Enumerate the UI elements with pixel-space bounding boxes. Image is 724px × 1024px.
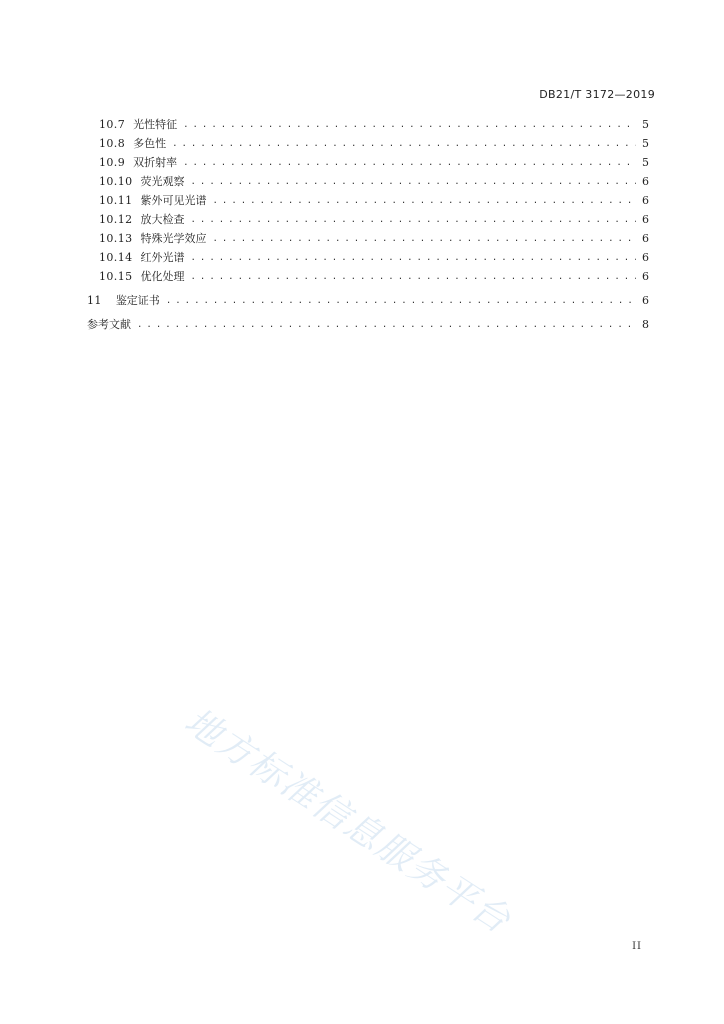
toc-leader-dots — [213, 192, 637, 210]
toc-leader-dots — [183, 116, 636, 134]
toc-entry-10-15[interactable] — [99, 268, 649, 286]
toc-entry-page: 6 — [642, 175, 649, 188]
toc-entry-page: 5 — [642, 156, 649, 169]
toc-entry-number: 11 — [87, 294, 102, 307]
toc-entry-page: 5 — [642, 137, 649, 150]
toc-leader-dots — [137, 316, 636, 334]
toc-entry-10-11[interactable] — [99, 192, 649, 210]
toc-entry-title: 优化处理 — [140, 270, 185, 283]
toc-entry-number: 10.14 — [99, 251, 133, 264]
toc-entry-number: 10.10 — [99, 175, 133, 188]
toc-entry-page: 6 — [642, 232, 649, 245]
toc-leader-dots — [172, 135, 636, 153]
toc-leader-dots — [166, 292, 636, 310]
toc-leader-dots — [191, 249, 637, 267]
toc-leader-dots — [191, 268, 637, 286]
toc-entry-title: 参考文献 — [87, 318, 131, 331]
toc-entry-number: 10.13 — [99, 232, 133, 245]
toc-leader-dots — [183, 154, 636, 172]
toc-entry-number: 10.11 — [99, 194, 133, 207]
toc-entry-references[interactable] — [87, 316, 649, 334]
toc-entry-number: 10.7 — [99, 118, 126, 131]
toc-leader-dots — [213, 230, 637, 248]
toc-entry-page: 6 — [642, 251, 649, 264]
toc-entry-page: 8 — [642, 318, 649, 331]
toc-leader-dots — [191, 211, 637, 229]
toc-entry-10-7[interactable] — [99, 116, 649, 134]
toc-entry-title: 紫外可见光谱 — [140, 194, 207, 207]
toc-entry-11[interactable] — [87, 292, 649, 310]
toc-entry-10-12[interactable] — [99, 211, 649, 229]
toc-entry-page: 5 — [642, 118, 649, 131]
page-number: II — [632, 941, 642, 952]
toc-leader-dots — [191, 173, 637, 191]
toc-entry-number: 10.12 — [99, 213, 133, 226]
toc-entry-number: 10.15 — [99, 270, 133, 283]
toc-entry-number: 10.8 — [99, 137, 126, 150]
toc-entry-page: 6 — [642, 270, 649, 283]
toc-entry-10-10[interactable] — [99, 173, 649, 191]
toc-entry-page: 6 — [642, 294, 649, 307]
toc-entry-page: 6 — [642, 194, 649, 207]
toc-entry-10-13[interactable] — [99, 230, 649, 248]
toc-entry-title: 红外光谱 — [140, 251, 185, 264]
document-code: DB21/T 3172—2019 — [539, 88, 655, 101]
toc-entry-title: 特殊光学效应 — [140, 232, 207, 245]
toc-entry-10-8[interactable] — [99, 135, 649, 153]
toc-entry-title: 放大检查 — [140, 213, 185, 226]
toc-entry-title: 光性特征 — [133, 118, 178, 131]
toc-entry-page: 6 — [642, 213, 649, 226]
toc-entry-10-14[interactable] — [99, 249, 649, 267]
toc-entry-title: 双折射率 — [133, 156, 178, 169]
toc-entry-title: 荧光观察 — [140, 175, 185, 188]
toc-entry-title: 多色性 — [133, 137, 167, 150]
toc-entry-title: 鉴定证书 — [115, 294, 160, 307]
toc-entry-number: 10.9 — [99, 156, 126, 169]
watermark: 地方标准信息服务平台 — [177, 700, 519, 943]
toc-entry-10-9[interactable] — [99, 154, 649, 172]
